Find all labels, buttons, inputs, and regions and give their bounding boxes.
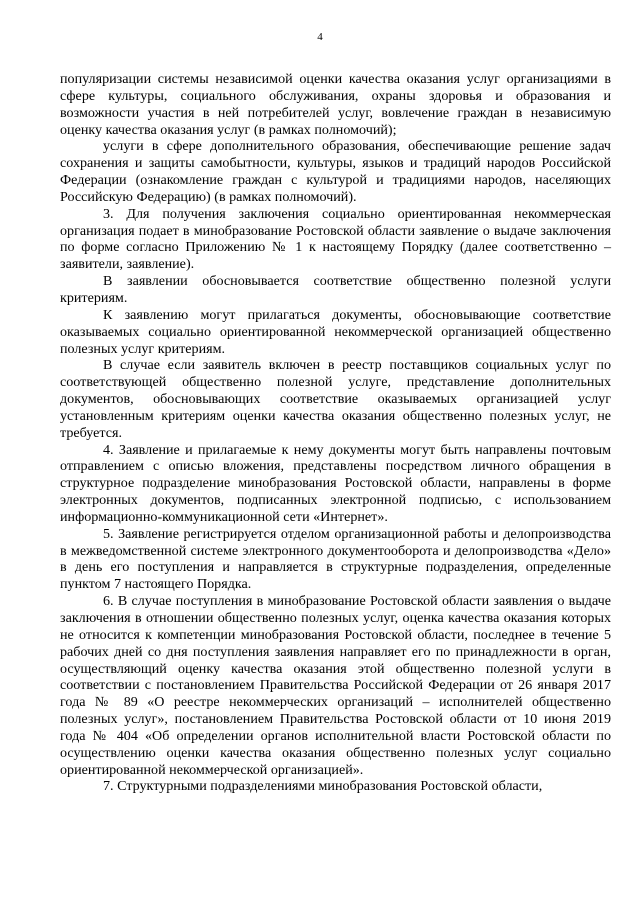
paragraph-item-4: 4. Заявление и прилагаемые к нему документы могут быть направлены почтовым отправлением с описью вложения, представлены посредством личного обращения в структурное подразделение минобразования Ростовской области, направлены в форме электронных документов, подписанных электронной подписью, с использованием информационно-коммуникационной сети «Интернет». [60, 441, 611, 525]
paragraph: В заявлении обосновывается соответствие общественно полезной услуги критериям. [60, 273, 611, 306]
document-body [60, 71, 611, 795]
paragraph-item-5: 5. Заявление регистрируется отделом организационной работы и делопроизводства в межведомственной системе электронного документооборота и делопроизводства «Дело» в день его поступления и направляется в структурные подразделения, определенные пунктом 7 настоящего Порядка. [60, 525, 611, 593]
paragraph-item-6: 6. В случае поступления в минобразование Ростовской области заявления о выдаче заключения в отношении общественно полезных услуг, оценка качества оказания которых не относится к компетенции минобразования Ростовской области, последнее в течение 5 рабочих дней со дня поступления заявления направляет его по принадлежности в орган, осуществляющий оценку качества оказания этой общественно полезной услуги в соответствии с постановлением Правительства Российской Федерации от 26 января 2017 года № 89 «О реестре некоммерческих организаций – исполнителей общественно полезных услуг», постановлением Правительства Ростовской области от 10 июня 2019 года № 404 «Об определении органов исполнительной власти Ростовской области по осуществлению оценки качества оказания общественно полезных услуг социально ориентированной некоммерческой организацией». [60, 593, 611, 778]
paragraph-item-7: 7. Структурными подразделениями минобразования Ростовской области, [103, 778, 543, 795]
paragraph: В случае если заявитель включен в реестр поставщиков социальных услуг по соответствующей общественно полезной услуге, представление дополнительных документов, обосновывающих соответствие оказываемых организацией услуг установленным критериям оценки качества оказания общественно полезных услуг, не требуется. [60, 357, 611, 441]
paragraph: услуги в сфере дополнительного образования, обеспечивающие решение задач сохранения и защиты самобытности, культуры, языков и традиций народов Российской Федерации (ознакомление граждан с культурой и традициями народов, населяющих Российскую Федерацию) (в рамках полномочий). [60, 138, 611, 205]
paragraph-continuation: популяризации системы независимой оценки качества оказания услуг организациями в сфере культуры, социального обслуживания, охраны здоровья и образования и возможности участия в ней потребителей услуг, вовлечение граждан в независимую оценку качества оказания услуг (в рамках полномочий); [60, 71, 611, 138]
paragraph-item-3: 3. Для получения заключения социально ориентированная некоммерческая организация подает в минобразование Ростовской области заявление о выдаче заключения по форме согласно Приложению № 1 к настоящему Порядку (далее соответственно – заявители, заявление). [60, 205, 611, 273]
paragraph: К заявлению могут прилагаться документы, обосновывающие соответствие оказываемых социально ориентированной некоммерческой организацией общественно полезных услуг критериям. [60, 306, 611, 357]
page-number: 4 [317, 31, 323, 43]
